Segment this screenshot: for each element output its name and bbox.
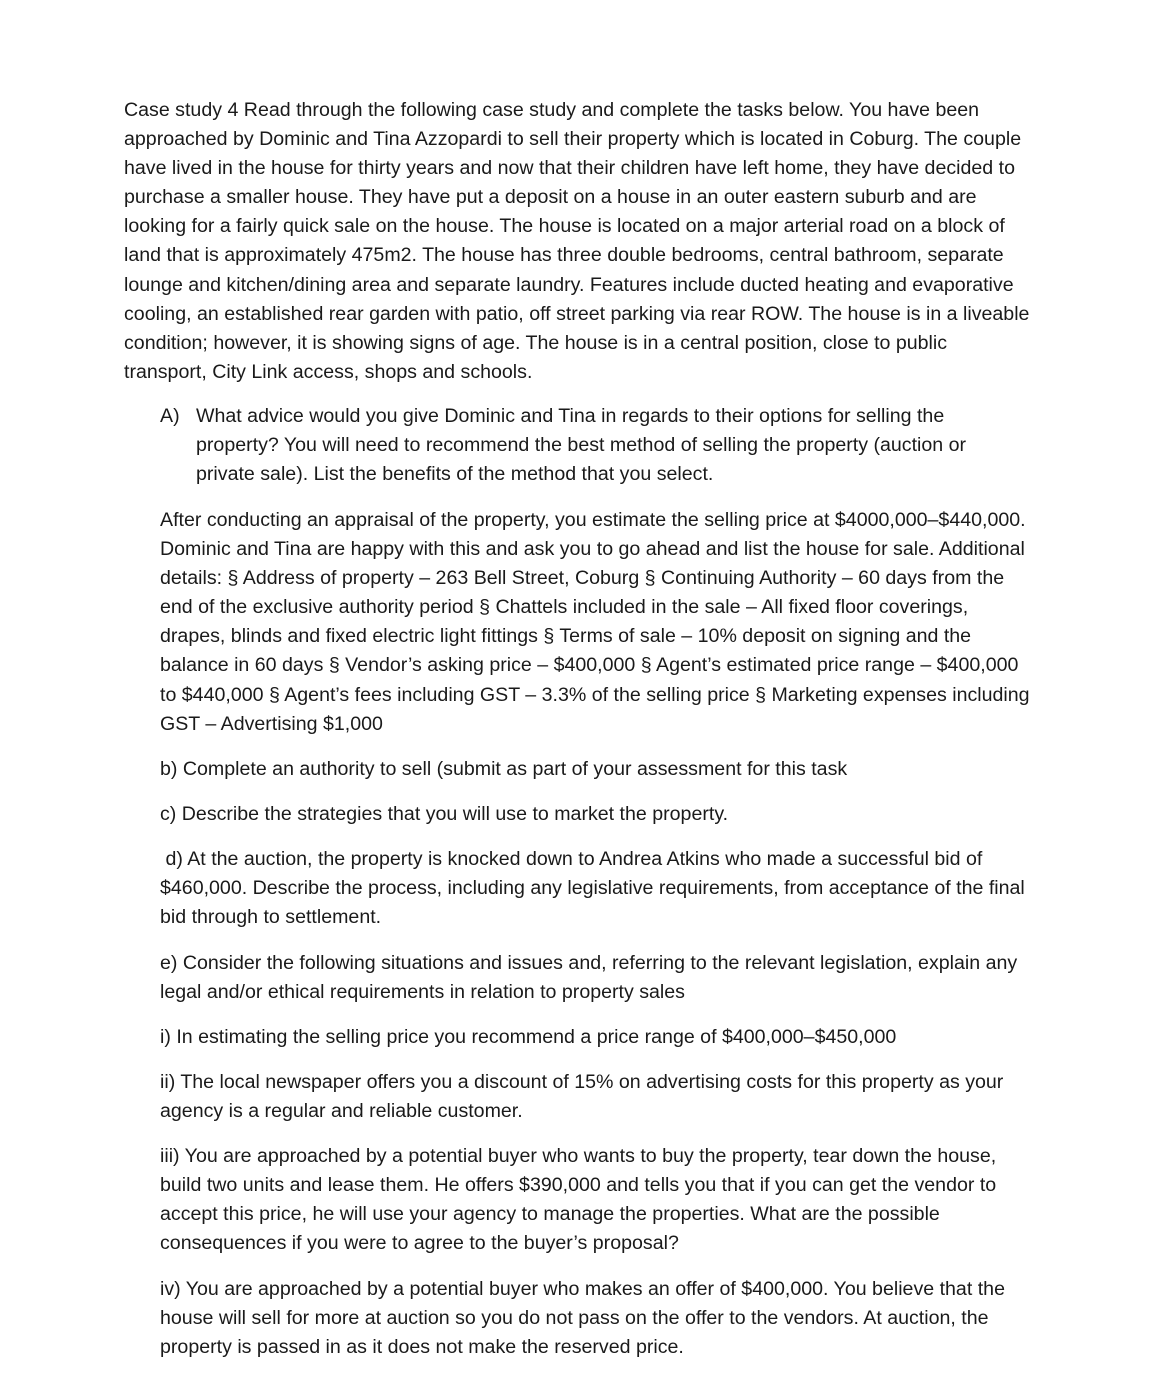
task-d: d) At the auction, the property is knocked down to Andrea Atkins who made a successful bid of $460,000. Describe the process, including any legislative requirements, from acceptance of the final bid through to settlement. bbox=[160, 848, 1031, 929]
task-e-item-ii: ii) The local newspaper offers you a discount of 15% on advertising costs for this property as your agency is a regular and reliable customer. bbox=[160, 1071, 1004, 1123]
case-study-intro: Case study 4 Read through the following case study and complete the tasks below. You have been approached by Dominic and Tina Azzopardi to sell their property which is located in Coburg. The couple have lived in the house for thirty years and now that their children have left home, they have decided to purchase a smaller house. They have put a deposit on a house in an outer eastern suburb and are looking for a fairly quick sale on the house. The house is located on a major arterial road on a block of land that is approximately 475m2. The house has three double bedrooms, central bathroom, separate lounge and kitchen/dining area and separate laundry. Features include ducted heating and evaporative cooling, an established rear garden with patio, off street parking via rear ROW. The house is in a liveable condition; however, it is showing signs of age. The house is in a central position, close to public transport, City Link access, shops and schools. bbox=[124, 99, 1030, 383]
task-e-item-iv: iv) You are approached by a potential buyer who makes an offer of $400,000. You believe that the house will sell for more at auction so you do not pass on the offer to the vendors. At auction, the property is passed in as it does not make the reserved price. bbox=[160, 1278, 1005, 1359]
task-e-item-i: i) In estimating the selling price you recommend a price range of $400,000–$450,000 bbox=[160, 1026, 897, 1048]
task-b: b) Complete an authority to sell (submit as part of your assessment for this task bbox=[160, 758, 848, 780]
task-c: c) Describe the strategies that you will use to market the property. bbox=[160, 803, 729, 825]
task-a-marker: A) bbox=[160, 405, 180, 427]
task-a bbox=[160, 402, 1030, 489]
task-e-item-iii: iii) You are approached by a potential buyer who wants to buy the property, tear down the house, build two units and lease them. He offers $390,000 and tells you that if you can get the vendor to accept this price, he will use your agency to manage the properties. What are the possible consequences if you were to agree to the buyer’s proposal? bbox=[160, 1145, 997, 1255]
appraisal-details: After conducting an appraisal of the property, you estimate the selling price at $4000,000–$440,000. Dominic and Tina are happy with this and ask you to go ahead and list the house for sale. Additional details: § Address of property – 263 Bell Street, Coburg § Continuing Authority – 60 days from the end of the exclusive authority period § Chattels included in the sale – All fixed floor coverings, drapes, blinds and fixed electric light fittings § Terms of sale – 10% deposit on signing and the balance in 60 days § Vendor’s asking price – $400,000 § Agent’s estimated price range – $400,000 to $440,000 § Agent’s fees including GST – 3.3% of the selling price § Marketing expenses including GST – Advertising $1,000 bbox=[160, 509, 1030, 735]
task-a-question: What advice would you give Dominic and Tina in regards to their options for selling the property? You will need to recommend the best method of selling the property (auction or private sale). List the benefits of the method that you select. bbox=[196, 405, 967, 486]
task-e: e) Consider the following situations and issues and, referring to the relevant legislation, explain any legal and/or ethical requirements in relation to property sales bbox=[160, 952, 1018, 1004]
